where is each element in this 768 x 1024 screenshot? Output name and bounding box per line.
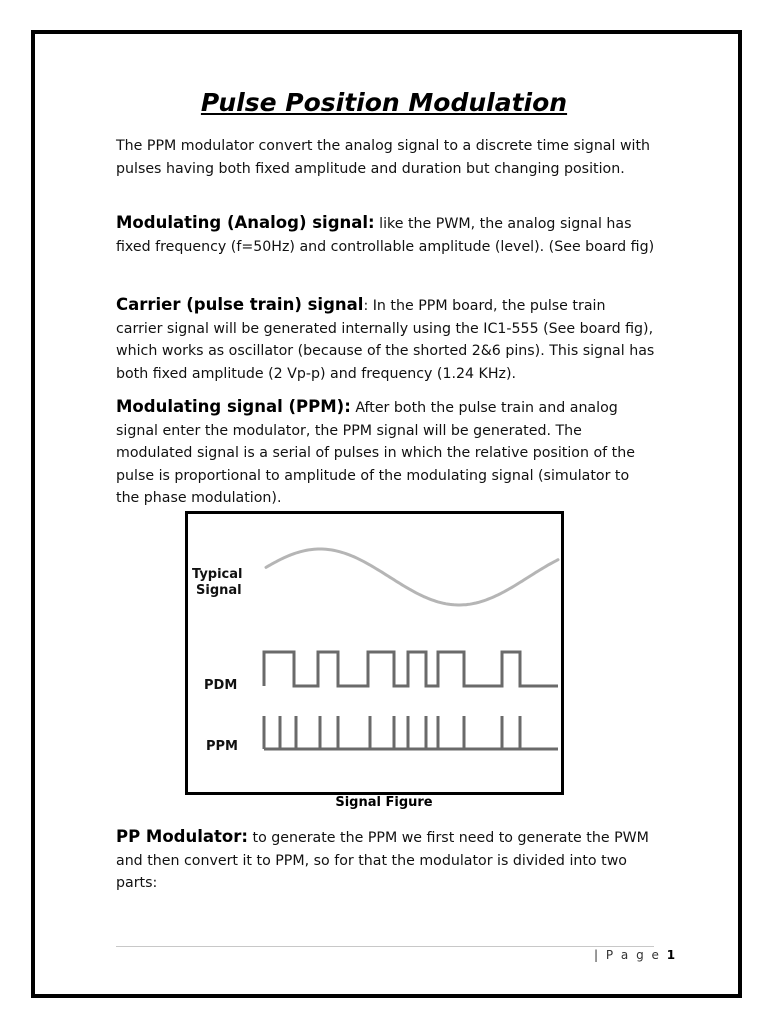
figure-caption: Signal Figure xyxy=(335,795,433,810)
typical-signal-wave xyxy=(266,549,558,605)
section-text: After both the pulse train and analog signal enter the modulator, the PPM signal will be generated. The modulated signal is a serial of pulses in which the relative position of the pulse is proportional to amplitude of the modulating signal (simulator to the phase modulation). xyxy=(116,400,635,506)
signal-figure xyxy=(185,511,564,795)
footer-divider xyxy=(116,946,654,947)
section-text: like the PWM, the analog signal has fixed frequency (f=50Hz) and controllable amplitude (level). (See board fig) xyxy=(116,216,655,255)
section-analog-signal xyxy=(116,212,656,258)
signal-diagram xyxy=(188,514,561,792)
section-heading: Carrier (pulse train) signal xyxy=(116,295,364,314)
ppm-pulse-train xyxy=(264,716,558,749)
section-text: to generate the PPM we first need to generate the PWM and then convert it to PPM, so for that the modulator is divided into two parts: xyxy=(116,830,649,891)
section-text: : In the PPM board, the pulse train carrier signal will be generated internally using the IC1-555 (See board fig), which works as oscillator (because of the shorted 2&6 pins). This signal has both fixed amplitude (2 Vp-p) and frequency (1.24 KHz). xyxy=(116,298,655,382)
section-pp-modulator xyxy=(116,826,656,895)
section-heading: Modulating (Analog) signal: xyxy=(116,213,375,232)
label-typical: Typical xyxy=(192,567,243,582)
section-heading: PP Modulator: xyxy=(116,827,248,846)
label-pdm: PDM xyxy=(204,678,238,693)
page-title: Pulse Position Modulation xyxy=(200,88,568,117)
section-carrier-signal xyxy=(116,294,656,385)
page-footer xyxy=(594,948,677,962)
pdm-pulse-train xyxy=(264,652,558,686)
label-ppm: PPM xyxy=(206,739,238,754)
page-number: 1 xyxy=(666,948,678,962)
section-heading: Modulating signal (PPM): xyxy=(116,397,351,416)
page-label: | P a g e xyxy=(594,948,667,962)
section-ppm-signal xyxy=(116,396,656,510)
intro-paragraph: The PPM modulator convert the analog signal to a discrete time signal with pulses having both fixed amplitude and duration but changing position. xyxy=(116,138,651,177)
label-signal: Signal xyxy=(196,583,242,598)
